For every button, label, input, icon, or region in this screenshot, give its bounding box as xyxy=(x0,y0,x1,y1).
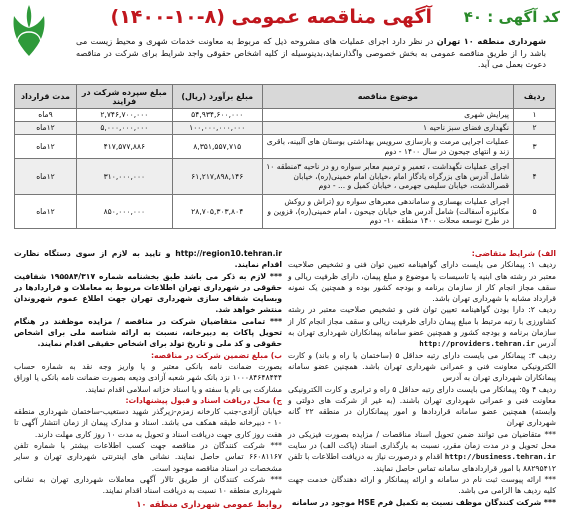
conditions-heading: الف) شرایط متقاضی: xyxy=(471,249,556,258)
row-estimate: ۸,۳۵۱,۵۵۷,۷۱۵ xyxy=(172,135,262,159)
condition-row-2 xyxy=(288,304,556,349)
row-deposit: ۲,۷۴۶,۷۰۰,۰۰۰ xyxy=(76,109,172,122)
row-subject: اجرای عملیات بهسازی و ساماندهی معبرهای سواره رو (تراش و روکش مکانیزه آسفالت) شامل آدرس های خیابان جیحون ، امام خمینی(ره)، قزوین و در طرح توسعه محلات ۱۴۰۰ منطقه ۱۰- دوم xyxy=(262,195,513,229)
row-subject: اجرای عملیات نگهداشت ، تعمیر و ترمیم معابر سواره رو در ناحیه ۳منطقه ۱۰ شامل آدرس های بزرگراه یادگار امام ،خیابان امام خمینی(ره)، خیابان قصرالدشت، خیابان سلیمی جهرمی ، خیابان کمیل و ... - دوم xyxy=(262,159,513,195)
note-hse: *** شرکت کنندگان موظف نسبت به تکمیل فرم HSE موجود در سامانه xyxy=(291,497,556,507)
tenders-table xyxy=(14,84,556,229)
row-deposit: ۴۱۷,۵۷۷,۸۸۶ xyxy=(76,135,172,159)
table-row xyxy=(15,195,556,229)
header-subject: موضوع مناقصه xyxy=(262,85,513,109)
header-estimate: مبلغ برآورد (ریال) xyxy=(172,85,262,109)
row-estimate: ۱۰۰,۰۰۰,۰۰۰,۰۰۰ xyxy=(172,122,262,135)
note-upload-text: *** متقاضیان می توانند ضمن تحویل اسناد مناقصات / مزایده بصورت فیزیکی در محل تحویل و در مدت زمان مقرر، نسبت به بارگذاری اسناد (پاکت الف) در سایت xyxy=(288,429,556,451)
note-registration: *** ارائه پیوست ثبت نام در سامانه و ارائه پیمانکار و ارائه دهندگان خدمت جهت کلیه ردیف ها الزامی می باشد. xyxy=(288,474,556,496)
row-number: ۴ xyxy=(514,159,556,195)
intro-text: در نظر دارد اجرای عملیات های مشروحه ذیل که مربوط به معاونت خدمات شهری و محیط زیست می باشد را از طریق مناقصه عمومی به بخش خصوصی واگذارنماید،بدینوسیله از کلیه اشخاص حقوقی واجد شرایط برای شرکت در مناقصه دعوت بعمل می آید. xyxy=(76,36,546,69)
row-estimate: ۶۱,۲۱۷,۸۹۸,۱۴۶ xyxy=(172,159,262,195)
row-subject: عملیات اجرایی مرمت و بازسازی سرویس بهداشتی بوستان های آلبینه، باقری زند و انتهای جیحون در سال ۱۴۰۰ - دوم xyxy=(262,135,513,159)
contact-paragraph: *** شرکت کنندگان در مناقصه جهت کسب اطلاعات بیشتر با شماره تلفن ۶۶۰۸۱۱۶۷ تماس حاصل نمایند. نشانی های اینترنتی شهرداری تهران و سایر مشخصات در اسناد مناقصه موجود است. xyxy=(14,441,282,473)
transparency-paragraph: *** لازم به ذکر می باشد طبق بخشنامه شماره ۱۹۵۵۸۴/۳۱۷ شفافیت حقوقی در شهرداری تهران اطلاعات مربوط به معاملات و قراردادها در وبسایت شفاف سازی شهرداری تهران جهت اطلاع عموم شهروندان منتشر خواهد شد. xyxy=(14,271,282,315)
table-row xyxy=(15,109,556,122)
guarantee-heading: ب) مبلغ تضمین شرکت در مناقصه: xyxy=(150,350,282,360)
row-duration: ۹ماه xyxy=(15,109,77,122)
condition-row-2-text: ردیف ۲: دارا بودن گواهینامه تعیین توان فنی و تشخیص صلاحیت معتبر در رشته کشاورزی با رتبه مرتبط با مبلغ پیمان دارای ظرفیت ریالی و سقف مجاز انجام کار از سازمان برنامه و بودجه کشور و همچنین عضو سامانه پیمانکاران شهرداری تهران به آدرس xyxy=(288,305,556,349)
conditions-column xyxy=(288,248,556,508)
details-column xyxy=(14,248,282,511)
row-number: ۲ xyxy=(514,122,556,135)
row-duration: ۱۲ماه xyxy=(15,122,77,135)
tender-notice-page xyxy=(2,2,574,509)
business-link[interactable]: http://business.tehran.ir xyxy=(444,452,556,462)
note-upload xyxy=(288,429,556,474)
row-duration: ۱۲ماه xyxy=(15,135,77,159)
row-deposit: ۵,۰۰۰,۰۰۰,۰۰۰ xyxy=(76,122,172,135)
row-deposit: ۸۵۰,۰۰۰,۰۰۰ xyxy=(76,195,172,229)
documents-location-paragraph: خیابان آزادی-جنب کارخانه زمزم-زیرگذر شهید دستغیب-ساختمان شهرداری منطقه ۱۰ - دبیرخانه طبقه همکف می باشد. اسناد و مدارک پیمان از زمان انتشار آگهی تا هفت روز کاری جهت دریافت اسناد و تحویل به مدت ۱۰ روز کاری مهلت دارند. xyxy=(14,407,282,439)
header-row-number: ردیف xyxy=(514,85,556,109)
hall-paragraph: *** شرکت کنندگان از طریق تالار آگهی معاملات شهرداری تهران به نشانی شهرداری منطقه ۱۰ نسبت به دریافت اسناد اقدام نمایند. xyxy=(14,474,282,496)
region10-paragraph: http://region10.tehran.ir و تایید به لازم از سوی دستگاه نظارت اقدام نمایند. xyxy=(14,249,282,270)
public-relations-signature: روابط عمومی شهرداری منطقه ۱۰ xyxy=(136,499,282,510)
intro-municipality: شهرداری منطقه ۱۰ تهران xyxy=(436,36,546,46)
row-deposit: ۳۱۰,۰۰۰,۰۰۰ xyxy=(76,159,172,195)
row-number: ۱ xyxy=(514,109,556,122)
table-row xyxy=(15,159,556,195)
condition-row-3: ردیف ۳: پیمانکار می بایست دارای رتبه حداقل ۵ (ساختمان یا راه و باند) و کارت الکترونیکی معاونت فنی و عمرانی شهرداری تهران باشد. همچنین عضو سامانه پیمانکاران شهرداری تهران به آدرس xyxy=(288,350,556,383)
row-subject: نگهداری فضای سبز ناحیه ۱ xyxy=(262,122,513,135)
documents-location-heading: ج) محل دریافت اسناد و قبول پیشنهادات: xyxy=(125,395,282,405)
row-estimate: ۵۴,۹۳۴,۶۰۰,۰۰۰ xyxy=(172,109,262,122)
table-header-row xyxy=(15,85,556,109)
ad-code-badge: کد آگهی : ۴۰ xyxy=(463,8,560,26)
row-subject: پیرایش شهری xyxy=(262,109,513,122)
note-upload-text-2: اقدام و درصورت نیاز به دریافت اطلاعات با تلفن ۸۸۲۹۵۴۱۲ با امور قراردادهای سامانه تماس حاصل نمایند. xyxy=(288,452,556,473)
row-number: ۳ xyxy=(514,135,556,159)
providers-link[interactable]: http://providers.tehran.ir xyxy=(419,339,535,349)
condition-row-45: ردیف ۴ و۵: پیمانکار می بایست دارای رتبه حداقل ۵ راه و ترابری و کارت الکترونیکی معاونت فنی و عمرانی شهرداری تهران باشند. (به غیر از شرکت های دولتی و وابسته) همچنین عضو سامانه قراردادها و امور پیمانکاران در منطقه ۲۲ گانه شهرداری تهران xyxy=(288,384,556,428)
notice-title: آگهی مناقصه عمومی (۸-۱۰-۱۴۰۰) xyxy=(110,6,432,28)
row-estimate: ۲۸,۷۰۵,۳۰۳,۸۰۴ xyxy=(172,195,262,229)
tehran-municipality-logo xyxy=(4,2,54,60)
table-row xyxy=(15,135,556,159)
guarantee-paragraph: بصورت ضمانت نامه بانکی معتبر و یا واریز وجه نقد به شماره حساب ۱۰۰۰۸۴۶۴۸۴۴۴ نزد بانک شهر شعبه آزادی ودیعه بصورت ضمانت نامه بانکی یا اوراق مشارکت بی نام یا سفته و یا اسناد خزانه اسلامی اقدام نمایند. xyxy=(14,361,282,394)
intro-paragraph xyxy=(76,36,546,71)
header-duration: مدت قرارداد xyxy=(15,85,77,109)
row-number: ۵ xyxy=(514,195,556,229)
row-duration: ۱۲ماه xyxy=(15,195,77,229)
row-duration: ۱۲ماه xyxy=(15,159,77,195)
national-id-paragraph: *** تمامی متقاضیان شرکت در مناقصه / مزایده موظفند در هنگام تحویل پاکات به دبیرخانه، نسبت به ارائه شناسه ملی برای اشخاص حقوقی و کد ملی و تاریخ تولد برای اشخاص حقیقی اقدام نمایند. xyxy=(14,316,282,349)
condition-row-1: ردیف ۱: پیمانکار می بایست دارای گواهینامه تعیین توان فنی و تشخیص صلاحیت معتبر در رشته های ابنیه یا تاسیسات یا موضوع و مبلغ پیمان، دارای ظرفیت ریالی و سقف مجاز انجام کار از سازمان برنامه و بودجه کشور بوده و همچنین یک نمونه قرارداد مشابه با شهرداری تهران باشد. xyxy=(288,260,556,304)
header-deposit: مبلغ سپرده شرکت در فرایند xyxy=(76,85,172,109)
table-row xyxy=(15,122,556,135)
